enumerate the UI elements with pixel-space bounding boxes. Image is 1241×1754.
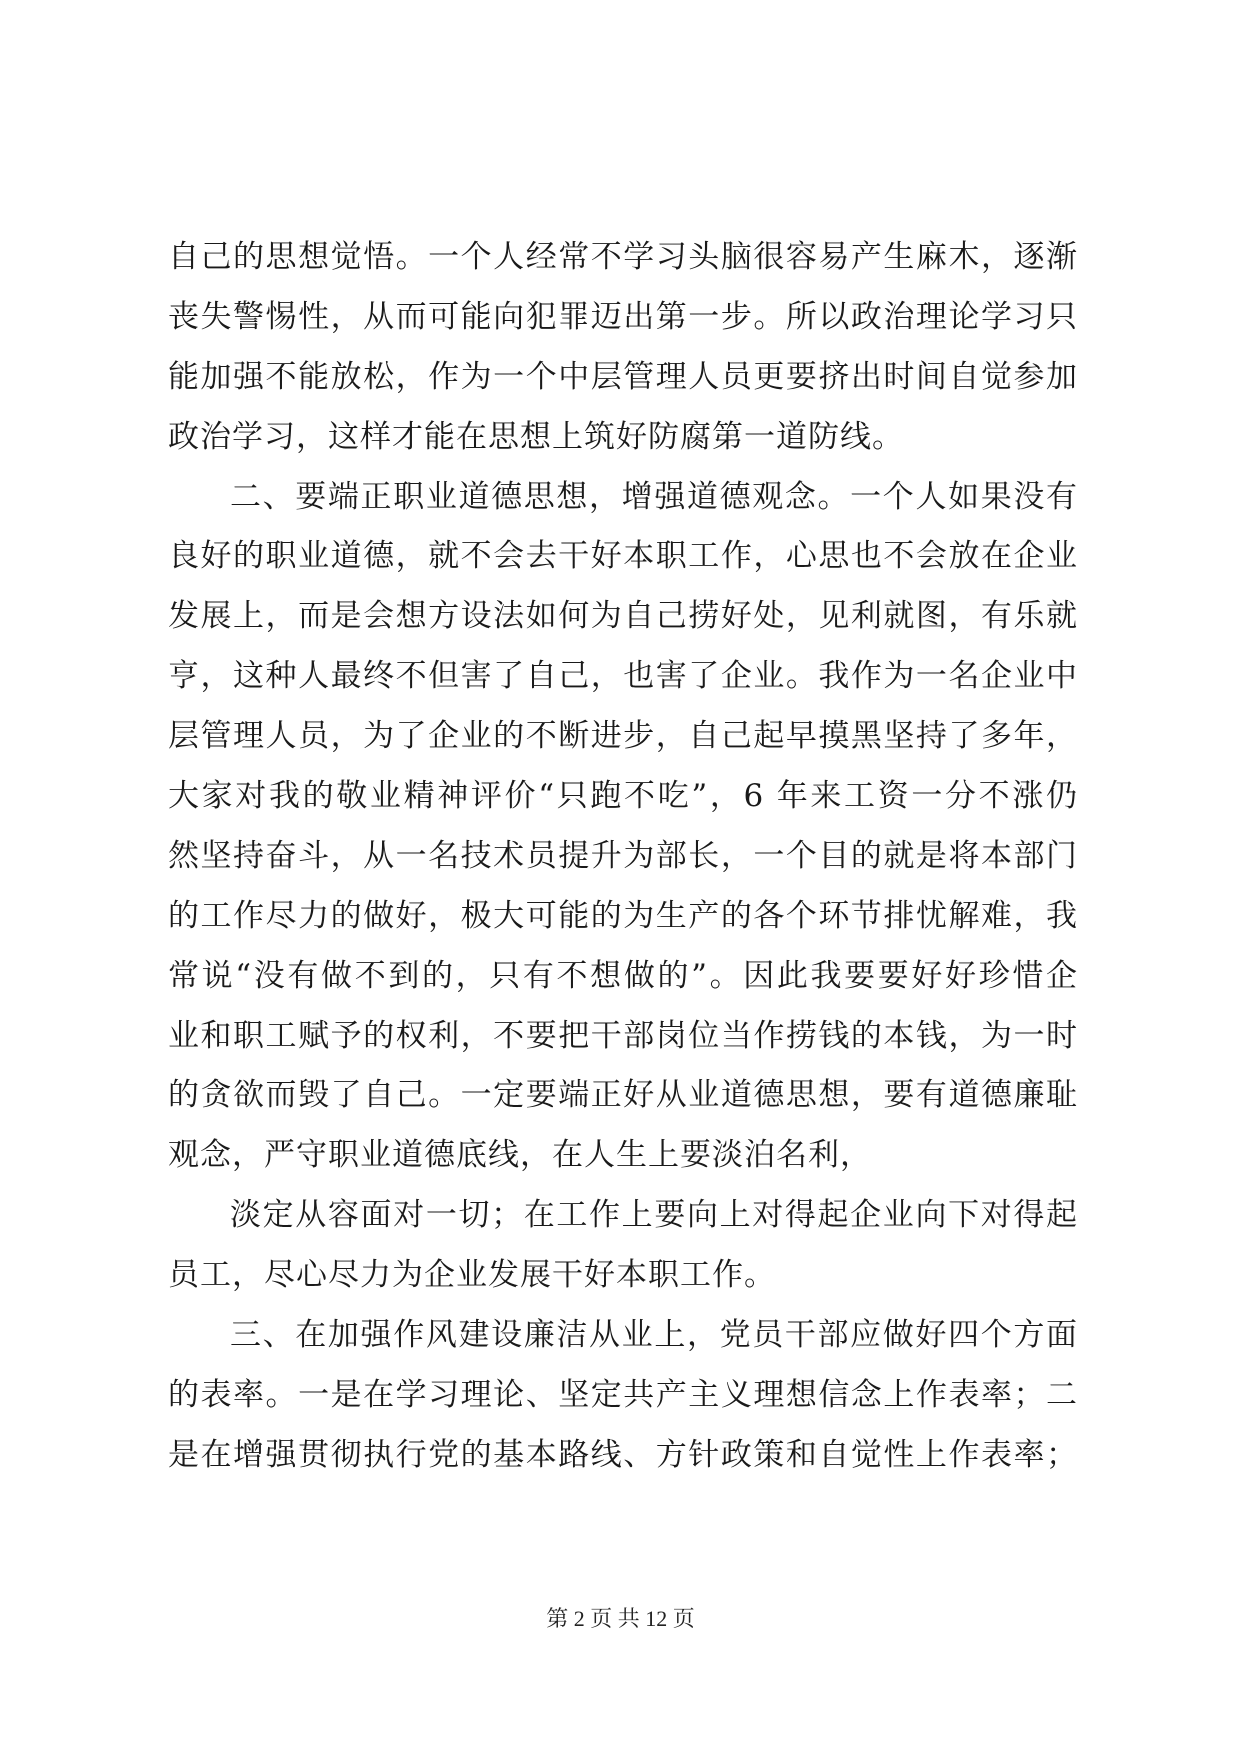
text-line: 的表率。一是在学习理论、坚定共产主义理想信念上作表率；二	[168, 1376, 1078, 1413]
text-line: 层管理人员，为了企业的不断进步，自己起早摸黑坚持了多年，	[168, 718, 1078, 755]
text-line: 淡定从容面对一切；在工作上要向上对得起企业向下对得起	[230, 1197, 1078, 1234]
text-line: 自己的思想觉悟。一个人经常不学习头脑很容易产生麻木，逐渐	[168, 239, 1078, 275]
text-line: 业和职工赋予的权利，不要把干部岗位当作捞钱的本钱，为一时	[168, 1017, 1078, 1054]
text-line: 然坚持奋斗，从一名技术员提升为部长，一个目的就是将本部门	[168, 837, 1078, 874]
text-line: 政治学习，这样才能在思想上筑好防腐第一道防线。	[168, 418, 904, 455]
text-line: 是在增强贯彻执行党的基本路线、方针政策和自觉性上作表率；	[168, 1436, 1078, 1473]
text-line: 丧失警惕性，从而可能向犯罪迈出第一步。所以政治理论学习只	[168, 298, 1078, 335]
text-line: 员工，尽心尽力为企业发展干好本职工作。	[168, 1257, 776, 1294]
text-line: 亨，这种人最终不但害了自己，也害了企业。我作为一名企业中	[168, 658, 1078, 695]
text-line: 观念，严守职业道德底线，在人生上要淡泊名利，	[168, 1137, 872, 1174]
text-line: 的贪欲而毁了自己。一定要端正好从业道德思想，要有道德廉耻	[168, 1077, 1078, 1114]
text-line: 大家对我的敬业精神评价“只跑不吃”，6 年来工资一分不涨仍	[168, 778, 1078, 815]
body-text	[168, 228, 1078, 1486]
text-line: 三、在加强作风建设廉洁从业上，党员干部应做好四个方面	[230, 1317, 1078, 1354]
text-line: 发展上，而是会想方设法如何为自己捞好处，见利就图，有乐就	[168, 598, 1078, 635]
text-line: 常说“没有做不到的，只有不想做的”。因此我要要好好珍惜企	[168, 957, 1078, 994]
text-line: 的工作尽力的做好，极大可能的为生产的各个环节排忧解难，我	[168, 897, 1078, 934]
text-line: 二、要端正职业道德思想，增强道德观念。一个人如果没有	[230, 478, 1078, 515]
text-line: 良好的职业道德，就不会去干好本职工作，心思也不会放在企业	[168, 538, 1078, 575]
text-line: 能加强不能放松，作为一个中层管理人员更要挤出时间自觉参加	[168, 358, 1078, 395]
page-footer: 第 2 页 共 12 页	[546, 1606, 695, 1631]
